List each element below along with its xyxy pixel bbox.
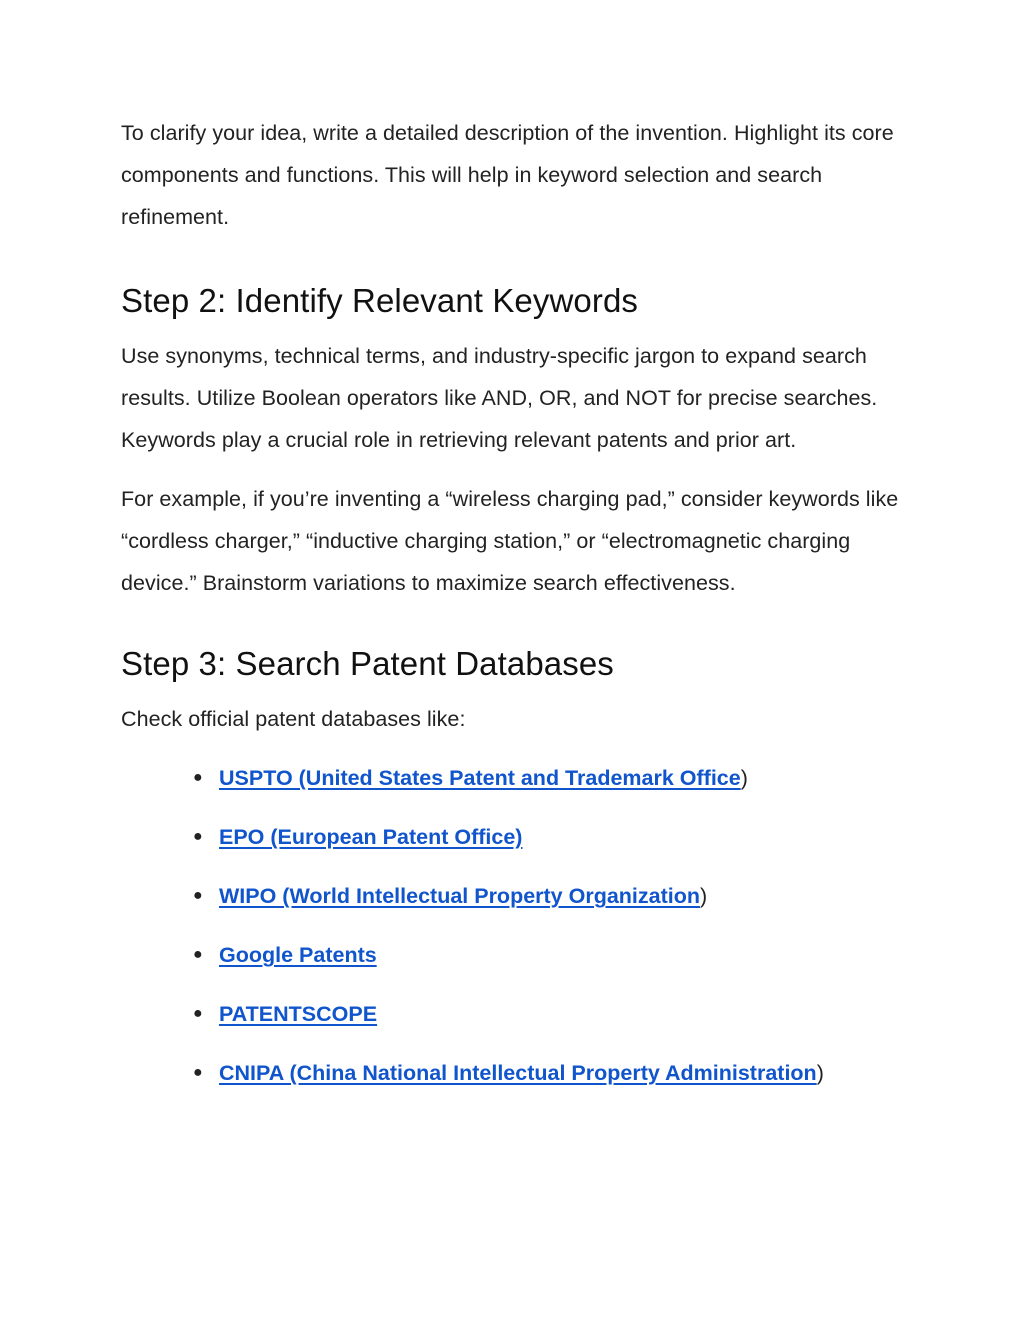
- bullet-icon: ●: [193, 887, 203, 904]
- step3-lead: Check official patent databases like:: [121, 707, 466, 731]
- step2-paragraph-1: Use synonyms, technical terms, and industry-specific jargon to expand search results. Utilize Boolean operators like AND, OR, and NOT for precise searches. Keywords play a crucial role in retrieving relevant patents and prior art.: [121, 344, 878, 452]
- step3-heading: Step 3: Search Patent Databases: [121, 645, 614, 682]
- list-item-wipo: [121, 875, 911, 917]
- link-uspto[interactable]: USPTO (United States Patent and Trademark Office: [219, 766, 741, 790]
- link-patentscope[interactable]: PATENTSCOPE: [219, 1002, 378, 1026]
- link-epo[interactable]: EPO (European Patent Office): [219, 825, 523, 849]
- bullet-icon: ●: [193, 769, 203, 786]
- bullet-icon: ●: [193, 1005, 203, 1022]
- document-page: [121, 112, 911, 1111]
- list-item-cnipa: [121, 1052, 911, 1094]
- link-cnipa[interactable]: CNIPA (China National Intellectual Property Administration: [219, 1061, 817, 1085]
- step2-heading: Step 2: Identify Relevant Keywords: [121, 282, 639, 319]
- list-item-google-patents: [121, 934, 911, 976]
- step2-paragraph-2: For example, if you’re inventing a “wireless charging pad,” consider keywords like “cordless charger,” “inductive charging station,” or “electromagnetic charging device.” Brainstorm variations to maximize search effectiveness.: [121, 487, 899, 595]
- link-suffix: ): [816, 1061, 824, 1085]
- link-suffix: ): [700, 884, 708, 908]
- bullet-icon: ●: [193, 946, 203, 963]
- list-item-epo: [121, 816, 911, 858]
- bullet-icon: ●: [193, 1064, 203, 1081]
- intro-paragraph: To clarify your idea, write a detailed description of the invention. Highlight its core components and functions. This will help in keyword selection and search refinement.: [121, 121, 894, 229]
- list-item-patentscope: [121, 993, 911, 1035]
- database-link-list: [121, 757, 911, 1094]
- list-item-uspto: [121, 757, 911, 799]
- link-google-patents[interactable]: Google Patents: [219, 943, 377, 967]
- link-suffix: ): [740, 766, 748, 790]
- bullet-icon: ●: [193, 828, 203, 845]
- link-wipo[interactable]: WIPO (World Intellectual Property Organization: [219, 884, 701, 908]
